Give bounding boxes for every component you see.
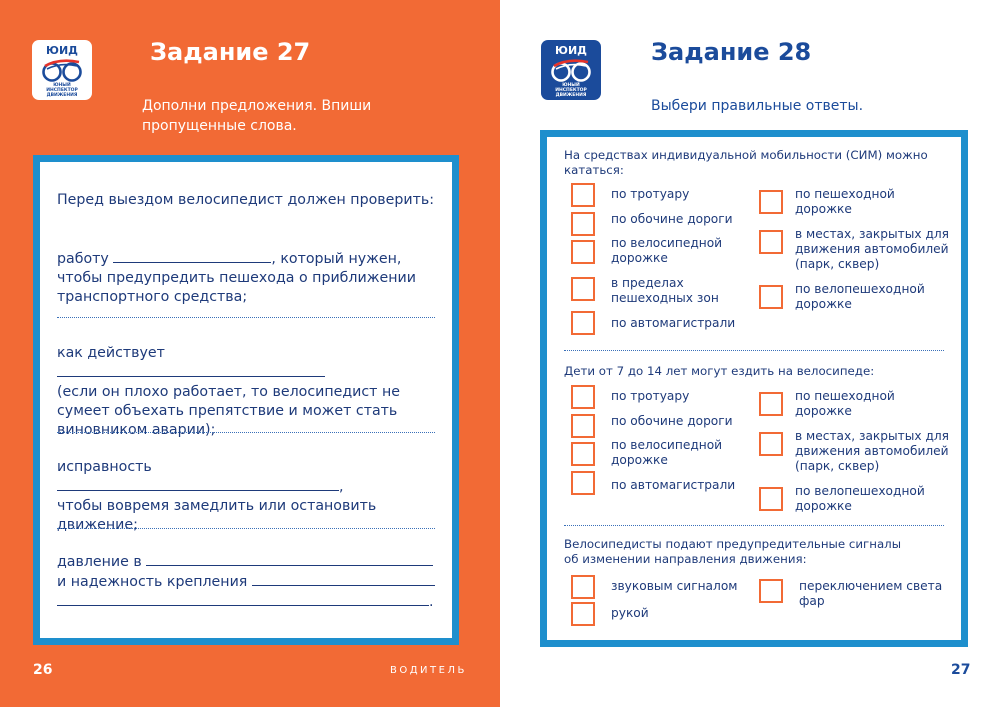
logo-subtitle: ЮНЫЙ ИНСПЕКТОР ДВИЖЕНИЯ [46, 83, 78, 98]
task-28-title: Задание 28 [651, 38, 812, 66]
checkbox[interactable] [571, 240, 595, 264]
checkbox[interactable] [571, 183, 595, 207]
answer-blank-6[interactable] [57, 592, 429, 606]
item-brake-front [57, 344, 437, 440]
item-2-lead: как действует [57, 345, 165, 361]
yuid-logo [32, 40, 92, 100]
task-27-frame [33, 155, 459, 645]
checkbox[interactable] [759, 579, 783, 603]
option-label: по автомагистрали [611, 316, 736, 330]
option-label: в пределах пешеходных зон [611, 276, 719, 305]
option-label: по велосипедной дорожке [611, 438, 723, 467]
item-4-lead2: и надежность крепления [57, 574, 248, 590]
option-label: по пешеходной дорожке [795, 187, 895, 216]
option-label: переключением света фар [799, 579, 943, 608]
task-27-instruction: Дополни предложения. Впиши пропущенные слова. [142, 98, 372, 134]
divider [564, 350, 944, 351]
checkbox[interactable] [571, 575, 595, 599]
page-number-left: 26 [33, 662, 53, 678]
task-27-intro: Перед выездом велосипедист должен проверить: [57, 192, 434, 208]
checkbox[interactable] [571, 471, 595, 495]
option-label: звуковым сигналом [611, 579, 738, 593]
checkbox[interactable] [759, 487, 783, 511]
option-label: по велопешеходной дорожке [795, 282, 925, 311]
item-4-lead: давление в [57, 554, 142, 570]
item-3-tail: чтобы вовремя замедлить или остановить движение; [57, 498, 377, 533]
question-1-text: На средствах индивидуальной мобильности (СИМ) можно кататься: [564, 148, 928, 177]
item-2-tail: (если он плохо работает, то велосипедист не сумеет объехать препятствие и может стать виновником аварии); [57, 384, 400, 438]
item-3-lead: исправность [57, 459, 152, 475]
task-28-instruction: Выбери правильные ответы. [651, 98, 864, 114]
bicycle-logo-icon [39, 57, 85, 83]
option-label: в местах, закрытых для движения автомобилей (парк, сквер) [795, 227, 950, 271]
option-label: по пешеходной дорожке [795, 389, 895, 418]
item-4-end: . [429, 594, 434, 610]
divider [57, 528, 435, 529]
answer-blank-2[interactable] [57, 363, 325, 377]
checkbox[interactable] [571, 385, 595, 409]
divider [57, 317, 435, 318]
option-label: по обочине дороги [611, 414, 733, 428]
checkbox[interactable] [759, 392, 783, 416]
task-28-frame [540, 130, 968, 647]
checkbox[interactable] [571, 414, 595, 438]
item-brakes [57, 458, 437, 535]
option-label: рукой [611, 606, 649, 620]
right-page [500, 0, 1000, 707]
option-label: по велопешеходной дорожке [795, 484, 925, 513]
option-label: по автомагистрали [611, 478, 736, 492]
option-label: по обочине дороги [611, 212, 733, 226]
divider [57, 432, 435, 433]
checkbox[interactable] [759, 285, 783, 309]
checkbox[interactable] [759, 230, 783, 254]
checkbox[interactable] [759, 190, 783, 214]
checkbox[interactable] [759, 432, 783, 456]
answer-blank-5[interactable] [252, 572, 435, 586]
checkbox[interactable] [571, 277, 595, 301]
answer-blank-1[interactable] [113, 249, 271, 263]
option-label: по велосипедной дорожке [611, 236, 723, 265]
yuid-logo [541, 40, 601, 100]
answer-blank-4[interactable] [146, 552, 433, 566]
question-2-text: Дети от 7 до 14 лет могут ездить на велосипеде: [564, 364, 875, 378]
item-1-lead: работу [57, 251, 109, 267]
task-27-title: Задание 27 [150, 38, 311, 66]
item-1-tail: , который нужен, чтобы предупредить пешехода о приближении транспортного средства; [57, 251, 416, 305]
option-label: в местах, закрытых для движения автомобилей (парк, сквер) [795, 429, 950, 473]
option-label: по тротуару [611, 389, 690, 403]
logo-title: ЮИД [555, 44, 587, 57]
divider [564, 525, 944, 526]
checkbox[interactable] [571, 311, 595, 335]
logo-title: ЮИД [46, 44, 78, 57]
option-label: по тротуару [611, 187, 690, 201]
question-3-text: Велосипедисты подают предупредительные сигналы об изменении направления движения: [564, 537, 902, 566]
bicycle-logo-icon [548, 57, 594, 83]
item-tires [57, 552, 437, 612]
page-number-right: 27 [951, 662, 971, 678]
logo-subtitle: ЮНЫЙ ИНСПЕКТОР ДВИЖЕНИЯ [555, 83, 587, 98]
running-title: ВОДИТЕЛЬ [390, 665, 467, 676]
checkbox[interactable] [571, 442, 595, 466]
checkbox[interactable] [571, 602, 595, 626]
item-3-comma: , [339, 479, 344, 495]
answer-blank-3[interactable] [57, 477, 339, 491]
item-horn [57, 249, 437, 307]
checkbox[interactable] [571, 212, 595, 236]
